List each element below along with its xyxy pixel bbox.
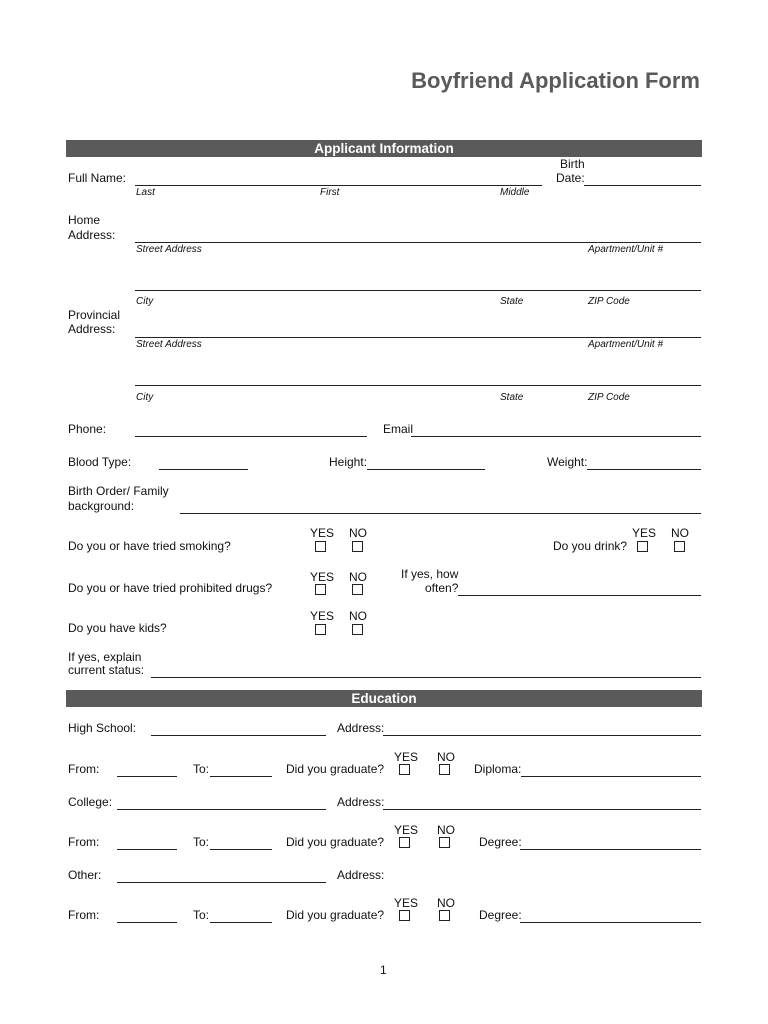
drink-no-checkbox[interactable] (674, 541, 685, 552)
other-from-label: From: (68, 908, 100, 922)
name-first-hint: First (320, 187, 340, 198)
high-school-label: High School: (68, 721, 137, 735)
explain-field[interactable] (151, 677, 701, 678)
high-school-field[interactable] (151, 735, 326, 736)
email-label: Email (383, 422, 414, 436)
college-field[interactable] (117, 809, 326, 810)
height-label: Height: (329, 455, 368, 469)
drugs-question: Do you or have tried prohibited drugs? (68, 581, 273, 595)
college-to-field[interactable] (210, 849, 272, 850)
kids-no-checkbox[interactable] (352, 624, 363, 635)
smoking-yes-checkbox[interactable] (315, 541, 326, 552)
hs-to-field[interactable] (210, 776, 272, 777)
drugs-no-label: NO (349, 570, 367, 584)
often-field[interactable] (458, 595, 701, 596)
college-yes-label: YES (394, 823, 419, 837)
kids-yes-checkbox[interactable] (315, 624, 326, 635)
other-label: Other: (68, 868, 102, 882)
phone-field[interactable] (135, 436, 367, 437)
hs-from-field[interactable] (117, 776, 177, 777)
hs-no-checkbox[interactable] (439, 764, 450, 775)
home-address-label-line1: Home (68, 213, 101, 227)
other-from-field[interactable] (117, 922, 177, 923)
section-header-education: Education (66, 690, 702, 707)
drink-yes-checkbox[interactable] (637, 541, 648, 552)
college-degree-label: Degree: (479, 835, 522, 849)
other-degree-label: Degree: (479, 908, 522, 922)
full-name-label: Full Name: (68, 171, 127, 185)
explain-label-line1: If yes, explain (68, 650, 142, 664)
birth-label-line2: Date: (556, 171, 585, 185)
home-state-hint: State (500, 296, 524, 307)
form-title: Boyfriend Application Form (411, 68, 700, 93)
prov-street-hint: Street Address (136, 339, 202, 350)
other-to-label: To: (193, 908, 210, 922)
other-to-field[interactable] (210, 922, 272, 923)
drugs-yes-checkbox[interactable] (315, 584, 326, 595)
email-field[interactable] (411, 436, 701, 437)
college-no-label: NO (437, 823, 455, 837)
other-graduate-question: Did you graduate? (286, 908, 385, 922)
height-field[interactable] (367, 469, 485, 470)
prov-city-hint: City (136, 392, 154, 403)
smoking-yes-label: YES (310, 526, 335, 540)
weight-field[interactable] (587, 469, 701, 470)
birth-order-field[interactable] (180, 513, 701, 514)
smoking-question: Do you or have tried smoking? (68, 539, 231, 553)
phone-label: Phone: (68, 422, 107, 436)
other-yes-label: YES (394, 896, 419, 910)
prov-street-field[interactable] (135, 337, 701, 338)
college-label: College: (68, 795, 113, 809)
other-yes-checkbox[interactable] (399, 910, 410, 921)
home-city-field[interactable] (135, 290, 701, 291)
college-address-label: Address: (337, 795, 385, 809)
page-number: 1 (380, 963, 387, 977)
name-middle-hint: Middle (500, 187, 530, 198)
prov-zip-hint: ZIP Code (588, 392, 630, 403)
drink-no-label: NO (671, 526, 689, 540)
home-street-field[interactable] (135, 242, 701, 243)
other-address-label: Address: (337, 868, 385, 882)
college-graduate-question: Did you graduate? (286, 835, 385, 849)
other-degree-field[interactable] (520, 922, 701, 923)
drugs-yes-label: YES (310, 570, 335, 584)
hs-yes-checkbox[interactable] (399, 764, 410, 775)
other-field[interactable] (117, 882, 326, 883)
kids-question: Do you have kids? (68, 621, 167, 635)
college-from-field[interactable] (117, 849, 177, 850)
prov-city-field[interactable] (135, 385, 701, 386)
often-label-line2: often? (425, 581, 459, 595)
section-header-applicant: Applicant Information (66, 140, 702, 157)
birth-date-field[interactable] (584, 185, 701, 186)
kids-yes-label: YES (310, 609, 335, 623)
college-degree-field[interactable] (520, 849, 701, 850)
hs-graduate-question: Did you graduate? (286, 762, 385, 776)
often-label-line1: If yes, how (401, 567, 459, 581)
explain-label-line2: current status: (68, 663, 145, 677)
home-street-hint: Street Address (136, 244, 202, 255)
diploma-field[interactable] (521, 776, 701, 777)
name-last-hint: Last (136, 187, 155, 198)
prov-state-hint: State (500, 392, 524, 403)
drink-yes-label: YES (632, 526, 657, 540)
home-apt-hint: Apartment/Unit # (588, 244, 664, 255)
other-no-label: NO (437, 896, 455, 910)
prov-address-label-line1: Provincial (68, 308, 121, 322)
hs-address-field[interactable] (383, 735, 701, 736)
hs-from-label: From: (68, 762, 100, 776)
college-to-label: To: (193, 835, 210, 849)
hs-address-label: Address: (337, 721, 385, 735)
home-address-label-line2: Address: (68, 228, 116, 242)
college-yes-checkbox[interactable] (399, 837, 410, 848)
kids-no-label: NO (349, 609, 367, 623)
blood-type-label: Blood Type: (68, 455, 132, 469)
diploma-label: Diploma: (474, 762, 522, 776)
prov-address-label-line2: Address: (68, 322, 116, 336)
college-address-field[interactable] (383, 809, 701, 810)
birth-label-line1: Birth (560, 157, 585, 171)
hs-to-label: To: (193, 762, 210, 776)
birth-order-label-line1: Birth Order/ Family (68, 484, 169, 498)
college-from-label: From: (68, 835, 100, 849)
drugs-no-checkbox[interactable] (352, 584, 363, 595)
hs-yes-label: YES (394, 750, 419, 764)
prov-apt-hint: Apartment/Unit # (588, 339, 664, 350)
blood-type-field[interactable] (159, 469, 248, 470)
home-city-hint: City (136, 296, 154, 307)
weight-label: Weight: (547, 455, 588, 469)
hs-no-label: NO (437, 750, 455, 764)
drink-question: Do you drink? (553, 539, 628, 553)
other-no-checkbox[interactable] (439, 910, 450, 921)
home-zip-hint: ZIP Code (588, 296, 630, 307)
full-name-field[interactable] (135, 185, 542, 186)
smoking-no-label: NO (349, 526, 367, 540)
smoking-no-checkbox[interactable] (352, 541, 363, 552)
college-no-checkbox[interactable] (439, 837, 450, 848)
birth-order-label-line2: background: (68, 499, 135, 513)
